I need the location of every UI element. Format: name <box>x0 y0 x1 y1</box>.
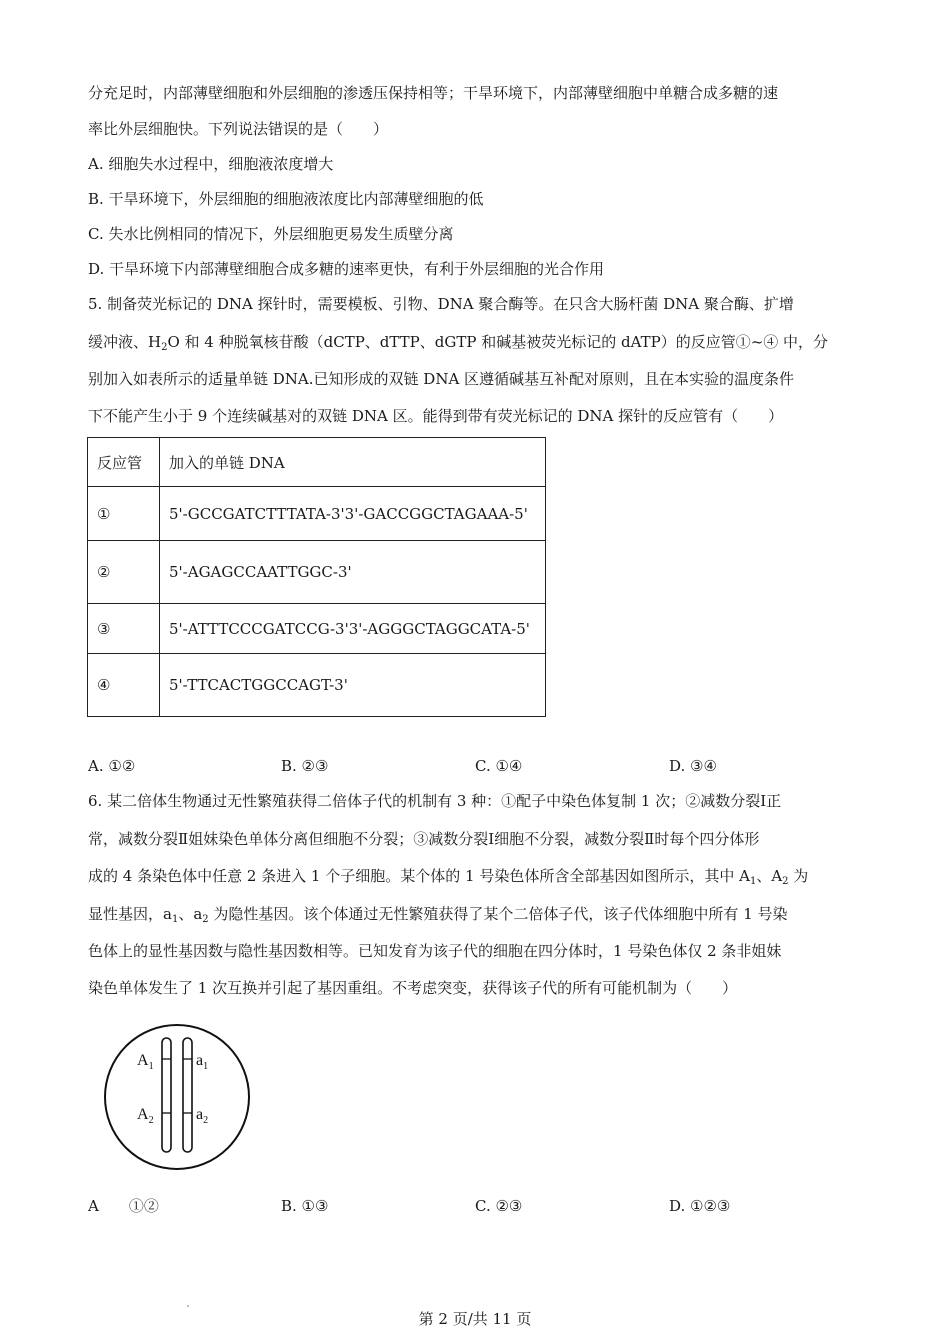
table-header-cell: 加入的单链 DNA <box>160 438 546 487</box>
table-cell: ② <box>88 541 160 604</box>
q4-option-c: C. 失水比例相同的情况下，外层细胞更易发生质壁分离 <box>88 225 454 243</box>
q6-option-b: B. ①③ <box>281 1197 329 1215</box>
q6-option-a: A ①② <box>88 1197 159 1215</box>
q5-option-d: D. ③④ <box>669 757 717 775</box>
q4-option-b: B. 干旱环境下，外层细胞的细胞液浓度比内部薄壁细胞的低 <box>88 190 484 208</box>
gene-label-a1: $a_1$ <box>196 1052 209 1072</box>
q5-option-a: A. ①② <box>88 757 136 775</box>
dna-table <box>87 437 546 717</box>
table-header-row <box>88 438 546 487</box>
q6-stem-line-4: 显性基因，$a_1$、$a_2$ 为隐性基因。该个体通过无性繁殖获得了某个二倍体子代，该子代体细胞中所有 1 号染 <box>88 905 788 925</box>
table-cell: 5'-AGAGCCAATTGGC-3' <box>160 541 546 604</box>
table-row <box>88 604 546 654</box>
scan-speck <box>187 1305 189 1307</box>
q4-stem-line-1: 分充足时，内部薄壁细胞和外层细胞的渗透压保持相等；干旱环境下，内部薄壁细胞中单糖合成多糖的速 <box>88 84 779 102</box>
table-cell: ③ <box>88 604 160 654</box>
q6-stem-line-6: 染色单体发生了 1 次互换并引起了基因重组。不考虑突变，获得该子代的所有可能机制为（ ） <box>88 979 738 997</box>
table-header-cell: 反应管 <box>88 438 160 487</box>
chromosome-left <box>162 1038 171 1152</box>
gene-label-A1: $A_1$ <box>137 1052 154 1072</box>
table-row <box>88 541 546 604</box>
q5-stem-line-1: 5. 制备荧光标记的 DNA 探针时，需要模板、引物、DNA 聚合酶等。在只含大肠杆菌 DNA 聚合酶、扩增 <box>88 295 794 313</box>
cell-outline <box>105 1025 249 1169</box>
q6-stem-line-2: 常，减数分裂Ⅱ姐妹染色单体分离但细胞不分裂；③减数分裂Ⅰ细胞不分裂，减数分裂Ⅱ时每个四分体形 <box>88 830 760 848</box>
table-row <box>88 654 546 717</box>
chromosome-figure <box>100 1018 260 1178</box>
q4-option-d: D. 干旱环境下内部薄壁细胞合成多糖的速率更快，有利于外层细胞的光合作用 <box>88 260 605 278</box>
q4-option-a: A. 细胞失水过程中，细胞液浓度增大 <box>88 155 334 173</box>
q5-stem-line-2: 缓冲液、$H_2O$ 和 4 种脱氧核苷酸（dCTP、dTTP、dGTP 和碱基被荧光标记的 dATP）的反应管①~④ 中，分 <box>88 333 829 353</box>
q5-stem-line-3: 别加入如表所示的适量单链 DNA.已知形成的双链 DNA 区遵循碱基互补配对原则，且在本实验的温度条件 <box>88 370 795 388</box>
q6-stem-line-1: 6. 某二倍体生物通过无性繁殖获得二倍体子代的机制有 3 种：①配子中染色体复制 1 次；②减数分裂Ⅰ正 <box>88 792 782 810</box>
q5-stem-line-4: 下不能产生小于 9 个连续碱基对的双链 DNA 区。能得到带有荧光标记的 DNA 探针的反应管有（ ） <box>88 407 784 425</box>
gene-label-A2: $A_2$ <box>137 1106 154 1126</box>
table-cell: 5'-GCCGATCTTTATA-3'3'-GACCGGCTAGAAA-5' <box>160 487 546 541</box>
q6-stem-line-3: 成的 4 条染色体中任意 2 条进入 1 个子细胞。某个体的 1 号染色体所含全部基因如图所示，其中 $A_1$、$A_2$ 为 <box>88 867 809 887</box>
table-cell: ① <box>88 487 160 541</box>
gene-label-a2: $a_2$ <box>196 1106 209 1126</box>
q5-option-b: B. ②③ <box>281 757 329 775</box>
q6-option-d: D. ①②③ <box>669 1197 731 1215</box>
q5-option-c: C. ①④ <box>475 757 523 775</box>
q4-stem-line-2: 率比外层细胞快。下列说法错误的是（ ） <box>88 120 389 138</box>
table-cell: 5'-TTCACTGGCCAGT-3' <box>160 654 546 717</box>
table-cell: ④ <box>88 654 160 717</box>
page-footer: 第 2 页/共 11 页 <box>418 1310 532 1328</box>
chromosome-right <box>183 1038 192 1152</box>
table-row <box>88 487 546 541</box>
q6-option-c: C. ②③ <box>475 1197 523 1215</box>
table-cell: 5'-ATTTCCCGATCCG-3'3'-AGGGCTAGGCATA-5' <box>160 604 546 654</box>
q6-stem-line-5: 色体上的显性基因数与隐性基因数相等。已知发育为该子代的细胞在四分体时，1 号染色体仅 2 条非姐妹 <box>88 942 782 960</box>
